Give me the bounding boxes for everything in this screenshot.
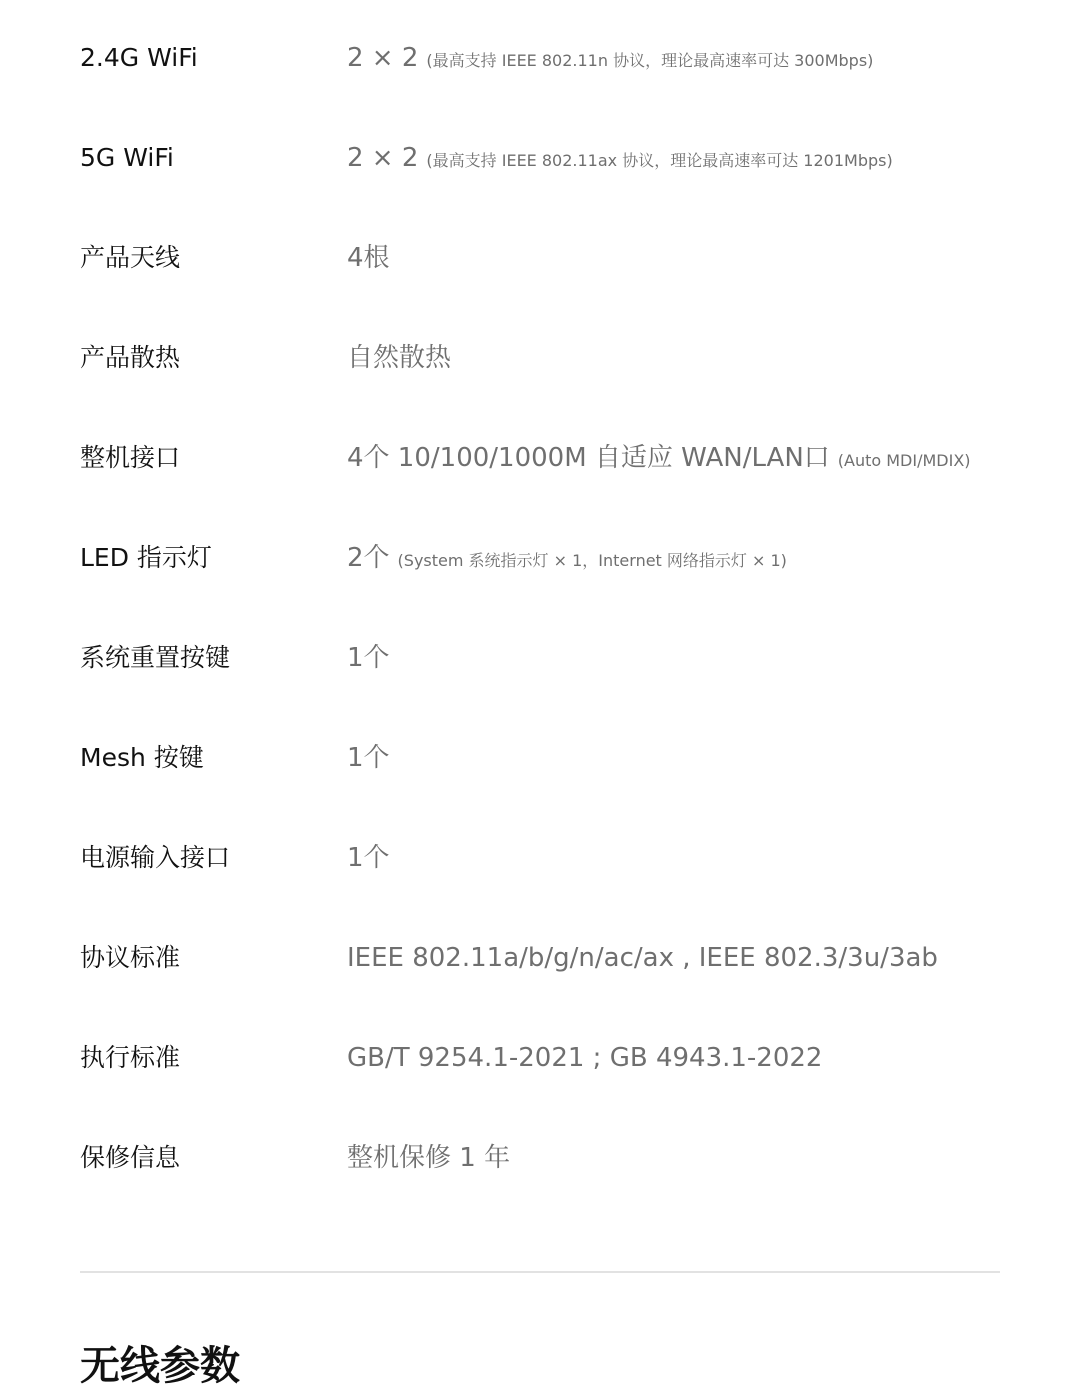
- spec-row-mesh-button: [0, 710, 1080, 810]
- spec-value-note: (System 系统指示灯 × 1，Internet 网络指示灯 × 1): [397, 551, 787, 570]
- spec-value-note: (最高支持 IEEE 802.11ax 协议，理论最高速率可达 1201Mbps): [426, 151, 893, 170]
- spec-value-main: 4根: [347, 243, 390, 273]
- spec-label: 电源输入接口: [80, 843, 231, 872]
- spec-value: [347, 638, 390, 681]
- spec-value: [347, 438, 971, 481]
- spec-label: 产品散热: [80, 343, 181, 372]
- spec-row-antenna: [0, 210, 1080, 310]
- spec-row-standards: [0, 1010, 1080, 1110]
- spec-value-main: 2 × 2: [347, 143, 419, 173]
- spec-value: [347, 838, 390, 881]
- spec-value: [347, 238, 390, 281]
- spec-label: 5G WiFi: [80, 143, 174, 172]
- spec-row-power-port: [0, 810, 1080, 910]
- spec-value: [347, 538, 787, 581]
- spec-label: 协议标准: [80, 943, 181, 972]
- spec-value: [347, 38, 873, 81]
- spec-value-main: 4个 10/100/1000M 自适应 WAN/LAN口: [347, 443, 830, 473]
- spec-list: [0, 10, 1080, 1210]
- spec-row-ports: [0, 410, 1080, 510]
- spec-row-protocols: [0, 910, 1080, 1010]
- spec-value: [347, 938, 938, 981]
- spec-label: Mesh 按键: [80, 743, 204, 772]
- spec-label: 2.4G WiFi: [80, 43, 198, 72]
- spec-value: [347, 1038, 822, 1081]
- spec-value-main: 1个: [347, 643, 390, 673]
- spec-row-cooling: [0, 310, 1080, 410]
- spec-label: 保修信息: [80, 1143, 181, 1172]
- spec-row-5g-wifi: [0, 110, 1080, 210]
- spec-row-2-4g-wifi: [0, 10, 1080, 110]
- spec-value-note: (Auto MDI/MDIX): [837, 451, 971, 470]
- spec-value-main: 1个: [347, 743, 390, 773]
- spec-value-main: 2 × 2: [347, 43, 419, 73]
- section-divider: [80, 1271, 1000, 1273]
- section-title-wireless-params: 无线参数: [80, 1343, 240, 1389]
- spec-value-main: 1个: [347, 843, 390, 873]
- spec-label: 产品天线: [80, 243, 181, 272]
- spec-value-note: (最高支持 IEEE 802.11n 协议，理论最高速率可达 300Mbps): [426, 51, 874, 70]
- spec-row-warranty: [0, 1110, 1080, 1210]
- spec-label: 整机接口: [80, 443, 181, 472]
- spec-value: [347, 138, 893, 181]
- spec-row-reset-button: [0, 610, 1080, 710]
- spec-value: [347, 338, 451, 381]
- spec-value-main: 2个: [347, 543, 390, 573]
- spec-value-main: IEEE 802.11a/b/g/n/ac/ax , IEEE 802.3/3u/3ab: [347, 943, 938, 973]
- spec-label: 执行标准: [80, 1043, 181, 1072]
- spec-value-main: 自然散热: [347, 343, 452, 373]
- spec-value: [347, 1138, 510, 1181]
- spec-label: 系统重置按键: [80, 643, 231, 672]
- spec-row-led: [0, 510, 1080, 610]
- spec-value-main: GB/T 9254.1-2021 ; GB 4943.1-2022: [347, 1043, 823, 1073]
- spec-value-main: 整机保修 1 年: [347, 1143, 511, 1173]
- spec-label: LED 指示灯: [80, 543, 212, 572]
- spec-value: [347, 738, 390, 781]
